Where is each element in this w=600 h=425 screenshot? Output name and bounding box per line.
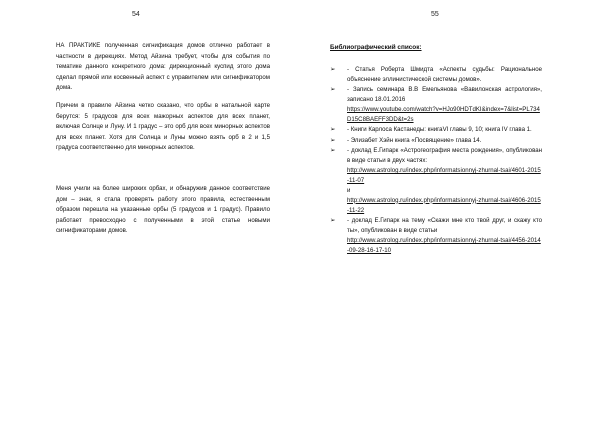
bibliography-item [330, 125, 542, 135]
bibliography-link[interactable]: http://www.astrolog.ru/index.php/informatsionnyj-zhurnal-tsai/4456-2014-09-28-16-17-10 [347, 236, 541, 254]
bibliography-item-text: - доклад Е.Гипарк на тему «Скажи мне кто твой друг, и скажу кто ты», опубликован в виде статьи [347, 217, 542, 234]
arrow-bullet-icon: ➢ [330, 65, 336, 73]
bibliography-link[interactable]: https://www.youtube.com/watch?v=HJo90HDTdKI&index=7&list=PL734D15C8BAEFF3DD&t=2s [347, 106, 540, 123]
arrow-bullet-icon: ➢ [330, 217, 336, 224]
right-page [300, 0, 600, 425]
arrow-bullet-icon: ➢ [330, 147, 336, 155]
bibliography-item-text: - Книги Карлоса Кастанеды: книгаVI главы 9, 10; книга IV глава 1. [347, 126, 532, 134]
paragraph: Меня учили на более широких орбах, и обнаружив данное соответствие дом – знак, я стала проверять работу этого правила, естественным образом перешла на указанные орбы (5 градусов и 1 градус). Правило работает превосходно с полученными в этой статье новыми сигнификаторами домов. [56, 184, 270, 235]
arrow-bullet-icon: ➢ [330, 86, 336, 94]
bibliography-item-text: - Запись семинара В.В Емельянова «Вавилонская астрология», записано 18.01.2016 [347, 86, 542, 104]
left-page-content [56, 41, 270, 237]
page-number: 54 [132, 11, 140, 18]
bibliography-item [330, 216, 542, 256]
arrow-bullet-icon: ➢ [330, 136, 336, 144]
bibliography-title: Библиографический список: [330, 44, 422, 51]
bibliography-item-text: - доклад Е.Гипарк «Астрогеография места рождения», опубликован в виде статьи в двух частях: [347, 147, 542, 165]
bibliography-item-text: - Статья Роберта Шмидта «Аспекты судьбы: Рациональное объяснение эллинистической системы домов». [347, 65, 542, 83]
paragraph: Причем в правиле Айзина четко сказано, что орбы в натальной карте берутся: 5 градусов для всех мажорных аспектов для всех планет, включая Солнце и Луну. И 1 градус – это орб для всех минорных аспектов для всех планет. Хотя для Солнца и Луны можно взять орб в 2 и 1,5 градуса соответственно для минорных аспектов. [56, 101, 270, 152]
bibliography-item [330, 85, 542, 125]
page-number: 55 [431, 11, 439, 18]
paragraph: НА ПРАКТИКЕ полученная сигнификация домов отлично работает в частности в дирекциях. Метод Айзина требует, чтобы для события по тематике данного конкретного дома: дирекционный куспид этого дома сделал прямой или косвенный аспект с управителем или сигнификатором дома. [56, 42, 270, 92]
bibliography-item [330, 136, 542, 146]
arrow-bullet-icon: ➢ [330, 126, 336, 134]
bibliography-item [330, 65, 542, 85]
bibliography-link[interactable]: http://www.astrolog.ru/index.php/informatsionnyj-zhurnal-tsai/4606-2015-11-22 [347, 196, 541, 214]
connector-text: и [347, 186, 351, 194]
bibliography-item-text: - Элизабет Хэйн книга «Посвящение» глава 14. [347, 136, 482, 144]
right-page-content [330, 43, 542, 256]
bibliography-item [330, 146, 542, 215]
bibliography-list [330, 65, 542, 256]
bibliography-link[interactable]: http://www.astrolog.ru/index.php/informatsionnyj-zhurnal-tsai/4601-2015-11-07 [347, 166, 541, 184]
